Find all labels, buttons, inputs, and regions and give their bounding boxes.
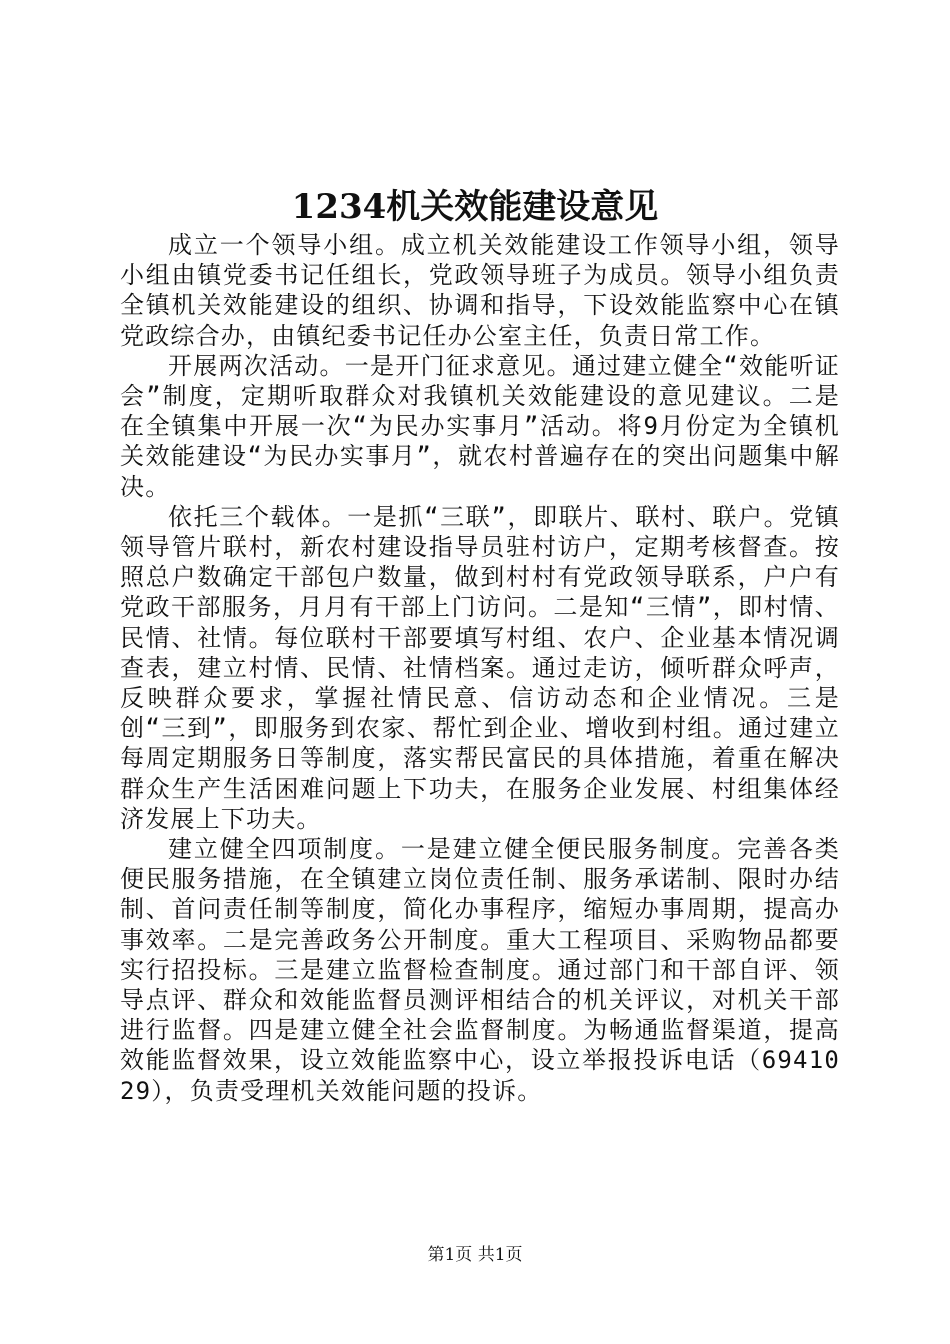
document-title: 1234机关效能建设意见 bbox=[291, 187, 659, 227]
page-footer: 第1页 共1页 bbox=[427, 1245, 523, 1265]
paragraph-three-carriers: 依托三个载体。一是抓“三联”，即联片、联村、联户。党镇领导管片联村，新农村建设指导员驻村访户，定期考核督查。按照总户数确定干部包户数量，做到村村有党政领导联系，户户有党政干部服务，月月有干部上门访问。二是知“三情”，即村情、民情、社情。每位联村干部要填写村组、农户、企业基本情况调查表，建立村情、民情、社情档案。通过走访，倾听群众呼声，反映群众要求，掌握社情民意、信访动态和企业情况。三是创“三到”，即服务到农家、帮忙到企业、增收到村组。通过建立每周定期服务日等制度，落实帮民富民的具体措施，着重在解决群众生产生活困难问题上下功夫，在服务企业发展、村组集体经济发展上下功夫。 bbox=[120, 502, 840, 833]
paragraph-leadership-group: 成立一个领导小组。成立机关效能建设工作领导小组，领导小组由镇党委书记任组长，党政领导班子为成员。领导小组负责全镇机关效能建设的组织、协调和指导，下设效能监察中心在镇党政综合办，由镇纪委书记任办公室主任，负责日常工作。 bbox=[120, 231, 840, 350]
document-body bbox=[120, 230, 840, 1106]
paragraph-two-activities: 开展两次活动。一是开门征求意见。通过建立健全“效能听证会”制度，定期听取群众对我镇机关效能建设的意见建议。二是在全镇集中开展一次“为民办实事月”活动。将9月份定为全镇机关效能建设“为民办实事月”，就农村普遍存在的突出问题集中解决。 bbox=[120, 351, 840, 501]
paragraph-four-systems: 建立健全四项制度。一是建立健全便民服务制度。完善各类便民服务措施，在全镇建立岗位责任制、服务承诺制、限时办结制、首问责任制等制度，简化办事程序，缩短办事周期，提高办事效率。二是完善政务公开制度。重大工程项目、采购物品都要实行招投标。三是建立监督检查制度。通过部门和干部自评、领导点评、群众和效能监督员测评相结合的机关评议，对机关干部进行监督。四是建立健全社会监督制度。为畅通监督渠道，提高效能监督效果，设立效能监察中心，设立举报投诉电话（6941029），负责受理机关效能问题的投诉。 bbox=[120, 835, 840, 1105]
